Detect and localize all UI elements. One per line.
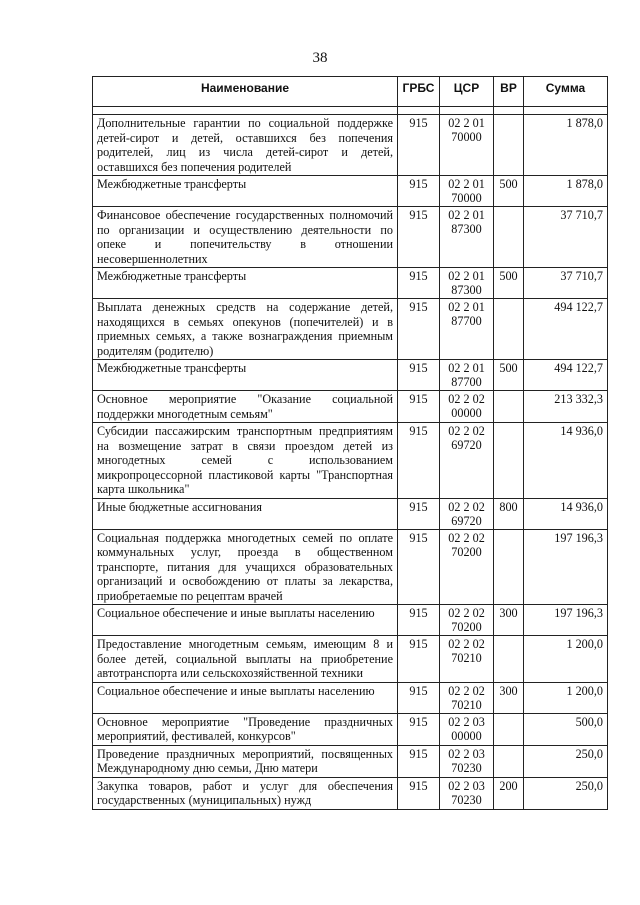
row-csr-cell — [440, 605, 494, 636]
row-csr-cell — [440, 176, 494, 207]
csr-direction-code: 70200 — [451, 620, 482, 634]
row-csr-cell — [440, 423, 494, 499]
row-sum-cell: 14 936,0 — [524, 498, 608, 529]
row-grbs-cell: 915 — [398, 777, 440, 809]
row-sum-cell: 213 332,3 — [524, 391, 608, 423]
csr-program-code: 02 2 03 — [448, 746, 485, 761]
row-csr-cell — [440, 713, 494, 745]
row-csr-cell — [440, 745, 494, 777]
csr-program-code: 02 2 02 — [448, 637, 485, 651]
row-sum-cell: 37 710,7 — [524, 207, 608, 268]
row-grbs-cell: 915 — [398, 605, 440, 636]
row-grbs-cell: 915 — [398, 636, 440, 683]
table-row — [93, 299, 608, 360]
spacer-cell — [440, 107, 494, 115]
row-grbs-cell: 915 — [398, 498, 440, 529]
table-row — [93, 682, 608, 713]
csr-program-code: 02 2 01 — [448, 116, 485, 130]
row-grbs-cell: 915 — [398, 176, 440, 207]
table-body — [93, 115, 608, 810]
table-row — [93, 423, 608, 499]
table-row — [93, 777, 608, 809]
row-grbs-cell: 915 — [398, 423, 440, 499]
row-sum-cell: 250,0 — [524, 745, 608, 777]
row-csr-cell — [440, 391, 494, 423]
row-vr-cell — [494, 299, 524, 360]
row-grbs-cell: 915 — [398, 115, 440, 176]
row-name-cell: Проведение праздничных мероприятий, посвященных Международному дню семьи, Дню матери — [93, 745, 398, 777]
spacer-cell — [93, 107, 398, 115]
row-csr-cell — [440, 207, 494, 268]
csr-program-code: 02 2 01 — [448, 208, 485, 222]
csr-program-code: 02 2 01 — [448, 300, 485, 314]
header-vr: ВР — [494, 77, 524, 107]
csr-direction-code: 70230 — [451, 792, 482, 807]
row-csr-cell — [440, 360, 494, 391]
row-sum-cell: 494 122,7 — [524, 360, 608, 391]
header-csr: ЦСР — [440, 77, 494, 107]
row-csr-cell — [440, 299, 494, 360]
table-row — [93, 207, 608, 268]
csr-direction-code: 70210 — [451, 651, 482, 665]
spacer-cell — [398, 107, 440, 115]
row-name-cell: Социальное обеспечение и иные выплаты населению — [93, 605, 398, 636]
csr-direction-code: 87700 — [451, 314, 482, 328]
row-vr-cell — [494, 207, 524, 268]
table-row — [93, 360, 608, 391]
row-grbs-cell: 915 — [398, 529, 440, 605]
row-name-cell: Межбюджетные трансферты — [93, 268, 398, 299]
row-vr-cell: 500 — [494, 176, 524, 207]
row-vr-cell — [494, 713, 524, 745]
row-vr-cell: 800 — [494, 498, 524, 529]
header-sum: Сумма — [524, 77, 608, 107]
table-header-row — [93, 77, 608, 107]
csr-program-code: 02 2 01 — [448, 269, 485, 283]
row-sum-cell: 197 196,3 — [524, 605, 608, 636]
row-grbs-cell: 915 — [398, 360, 440, 391]
row-csr-cell — [440, 682, 494, 713]
row-grbs-cell: 915 — [398, 207, 440, 268]
row-name-cell: Закупка товаров, работ и услуг для обеспечения государственных (муниципальных) нужд — [93, 777, 398, 809]
spacer-cell — [494, 107, 524, 115]
row-name-cell: Социальное обеспечение и иные выплаты населению — [93, 682, 398, 713]
row-sum-cell: 1 200,0 — [524, 682, 608, 713]
row-name-cell: Социальная поддержка многодетных семей по оплате коммунальных услуг, проезда в общественном транспорте, питания для учащихся образовательных организаций и освобождению от платы за лекарства, приобретаемые по рецептам врачей — [93, 529, 398, 605]
header-spacer-row — [93, 107, 608, 115]
csr-program-code: 02 2 02 — [448, 530, 485, 545]
row-vr-cell: 500 — [494, 268, 524, 299]
row-sum-cell: 494 122,7 — [524, 299, 608, 360]
table-row — [93, 115, 608, 176]
page-number: 38 — [312, 50, 328, 66]
table-row — [93, 636, 608, 683]
csr-program-code: 02 2 02 — [448, 499, 485, 514]
row-sum-cell: 1 878,0 — [524, 115, 608, 176]
row-grbs-cell: 915 — [398, 745, 440, 777]
row-sum-cell: 197 196,3 — [524, 529, 608, 605]
csr-direction-code: 70210 — [451, 697, 482, 712]
csr-direction-code: 70230 — [451, 760, 482, 775]
row-sum-cell: 14 936,0 — [524, 423, 608, 499]
csr-program-code: 02 2 03 — [448, 714, 485, 729]
csr-program-code: 02 2 02 — [448, 683, 485, 698]
row-grbs-cell: 915 — [398, 299, 440, 360]
row-sum-cell: 500,0 — [524, 713, 608, 745]
csr-program-code: 02 2 03 — [448, 778, 485, 793]
row-grbs-cell: 915 — [398, 391, 440, 423]
header-name: Наименование — [93, 77, 398, 107]
csr-direction-code: 70000 — [451, 191, 482, 205]
csr-direction-code: 87700 — [451, 375, 482, 389]
row-name-cell: Основное мероприятие "Проведение праздничных мероприятий, фестивалей, конкурсов" — [93, 713, 398, 745]
csr-direction-code: 87300 — [451, 283, 482, 297]
row-vr-cell — [494, 745, 524, 777]
row-vr-cell — [494, 636, 524, 683]
row-csr-cell — [440, 777, 494, 809]
row-csr-cell — [440, 529, 494, 605]
row-vr-cell — [494, 115, 524, 176]
row-name-cell: Иные бюджетные ассигнования — [93, 498, 398, 529]
row-vr-cell: 300 — [494, 682, 524, 713]
budget-table — [92, 76, 608, 810]
table-row — [93, 529, 608, 605]
row-sum-cell: 37 710,7 — [524, 268, 608, 299]
csr-program-code: 02 2 02 — [448, 606, 485, 620]
table-row — [93, 176, 608, 207]
table-row — [93, 391, 608, 423]
row-name-cell: Выплата денежных средств на содержание детей, находящихся в семьях опекунов (попечителей) и в приемных семьях, а также вознаграждения приемным родителям (родителю) — [93, 299, 398, 360]
row-name-cell: Дополнительные гарантии по социальной поддержке детей-сирот и детей, оставшихся без попечения родителей, лиц из числа детей-сирот и детей, оставшихся без попечения родителей — [93, 115, 398, 176]
csr-program-code: 02 2 02 — [448, 424, 485, 438]
row-grbs-cell: 915 — [398, 268, 440, 299]
row-csr-cell — [440, 636, 494, 683]
csr-direction-code: 87300 — [451, 222, 482, 236]
row-vr-cell — [494, 423, 524, 499]
table-row — [93, 745, 608, 777]
csr-direction-code: 70200 — [451, 544, 482, 559]
row-name-cell: Основное мероприятие "Оказание социальной поддержки многодетным семьям" — [93, 391, 398, 423]
row-name-cell: Межбюджетные трансферты — [93, 176, 398, 207]
row-sum-cell: 1 878,0 — [524, 176, 608, 207]
row-name-cell: Субсидии пассажирским транспортным предприятиям на возмещение затрат в связи проездом детей из многодетных семей с использованием микропроцессорной пластиковой карты "Транспортная карта школьника" — [93, 423, 398, 499]
table-row — [93, 268, 608, 299]
csr-direction-code: 00000 — [451, 728, 482, 743]
csr-direction-code: 70000 — [451, 130, 482, 144]
table-row — [93, 498, 608, 529]
row-name-cell: Предоставление многодетным семьям, имеющим 8 и более детей, социальной выплаты на приобретение автотранспорта или сельскохозяйственной техники — [93, 636, 398, 683]
csr-direction-code: 69720 — [451, 438, 482, 452]
row-grbs-cell: 915 — [398, 713, 440, 745]
row-csr-cell — [440, 268, 494, 299]
row-vr-cell — [494, 529, 524, 605]
row-vr-cell — [494, 391, 524, 423]
spacer-cell — [524, 107, 608, 115]
row-sum-cell: 250,0 — [524, 777, 608, 809]
row-vr-cell: 200 — [494, 777, 524, 809]
table-row — [93, 605, 608, 636]
row-sum-cell: 1 200,0 — [524, 636, 608, 683]
csr-direction-code: 69720 — [451, 513, 482, 528]
row-vr-cell: 300 — [494, 605, 524, 636]
row-csr-cell — [440, 115, 494, 176]
table-row — [93, 713, 608, 745]
row-name-cell: Финансовое обеспечение государственных полномочий по организации и осуществлению деятельности по опеке и попечительству в отношении несовершеннолетних — [93, 207, 398, 268]
row-csr-cell — [440, 498, 494, 529]
header-grbs: ГРБС — [398, 77, 440, 107]
csr-program-code: 02 2 02 — [448, 392, 485, 406]
row-name-cell: Межбюджетные трансферты — [93, 360, 398, 391]
row-vr-cell: 500 — [494, 360, 524, 391]
csr-program-code: 02 2 01 — [448, 361, 485, 375]
csr-program-code: 02 2 01 — [448, 177, 485, 191]
csr-direction-code: 00000 — [451, 406, 482, 420]
row-grbs-cell: 915 — [398, 682, 440, 713]
